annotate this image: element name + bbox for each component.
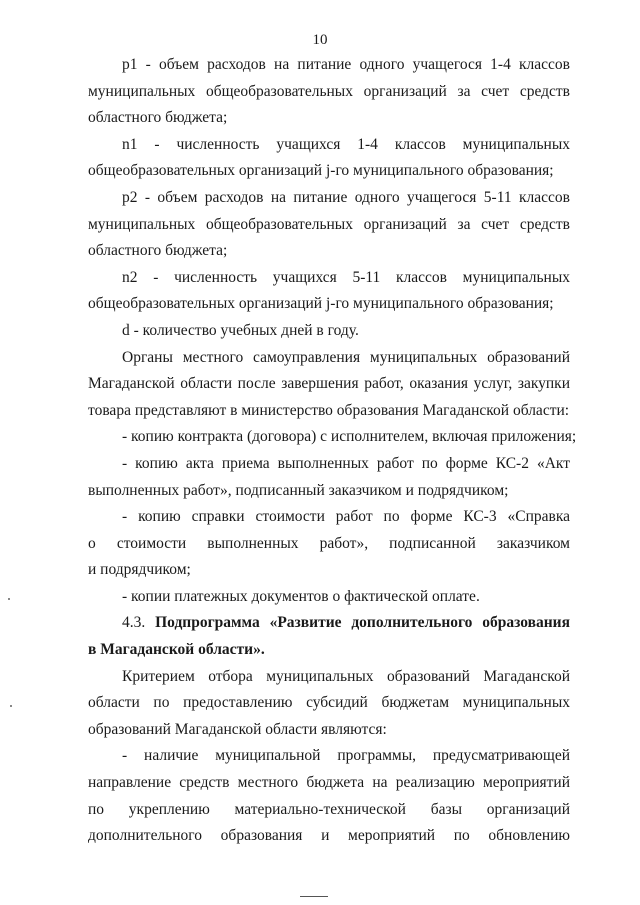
body-text-line: - копию акта приема выполненных работ по форме КС-2 «Акт (122, 454, 570, 472)
section-heading-line: в Магаданской области». (88, 641, 265, 659)
body-text-line: n2 - численность учащихся 5-11 классов муниципальных (122, 268, 570, 286)
body-text-line: о стоимости выполненных работ», подписанной заказчиком (88, 534, 570, 552)
body-text-line: n1 - численность учащихся 1-4 классов муниципальных (122, 135, 570, 153)
section-number: 4.3. (122, 614, 146, 632)
document-body (88, 52, 577, 850)
body-text-line: областного бюджета; (88, 242, 228, 260)
body-text-line: - копии платежных документов о фактической оплате. (122, 587, 480, 605)
body-text-line: p2 - объем расходов на питание одного учащегося 5-11 классов (122, 188, 570, 206)
section-heading-line (88, 610, 570, 637)
body-text-line: Критерием отбора муниципальных образований Магаданской (122, 667, 570, 685)
body-text-line: - копию контракта (договора) с исполнителем, включая приложения; (122, 428, 577, 446)
scan-speck (10, 705, 12, 707)
body-text-line: муниципальных общеобразовательных организаций за счет средств (88, 82, 570, 100)
body-text-line: p1 - объем расходов на питание одного учащегося 1-4 классов (122, 56, 570, 73)
body-text-line: направление средств местного бюджета на реализацию мероприятий (88, 774, 570, 792)
body-text-line: товара представляют в министерство образования Магаданской области: (88, 401, 570, 419)
page-number: 10 (312, 32, 328, 48)
body-text-line: области по предоставлению субсидий бюджетам муниципальных (88, 694, 570, 712)
body-text-line: выполненных работ», подписанный заказчиком и подрядчиком; (88, 481, 509, 499)
scan-speck (8, 598, 10, 600)
section-title: Подпрограмма «Развитие дополнительного образования (145, 614, 570, 632)
body-text-line: общеобразовательных организаций j-го муниципального образования; (88, 295, 554, 313)
body-text-line: Органы местного самоуправления муниципальных образований (122, 348, 570, 366)
body-text-line: - наличие муниципальной программы, предусматривающей (122, 747, 570, 765)
body-text-line: областного бюджета; (88, 109, 228, 127)
body-text-line: общеобразовательных организаций j-го муниципального образования; (88, 162, 554, 180)
body-text-line: образований Магаданской области являются: (88, 720, 387, 738)
body-text-line: d - количество учебных дней в году. (122, 321, 359, 339)
body-text-line: Магаданской области после завершения работ, оказания услуг, закупки (88, 375, 570, 393)
body-text-line: - копию справки стоимости работ по форме КС-3 «Справка (122, 508, 570, 526)
body-text-line: и подрядчиком; (88, 561, 191, 579)
body-text-line: дополнительного образования и мероприятий по обновлению (88, 827, 570, 845)
body-text-line: по укреплению материально-технической базы организаций (88, 800, 570, 818)
page-footer-rule (300, 896, 328, 897)
body-text-line: муниципальных общеобразовательных организаций за счет средств (88, 215, 570, 233)
